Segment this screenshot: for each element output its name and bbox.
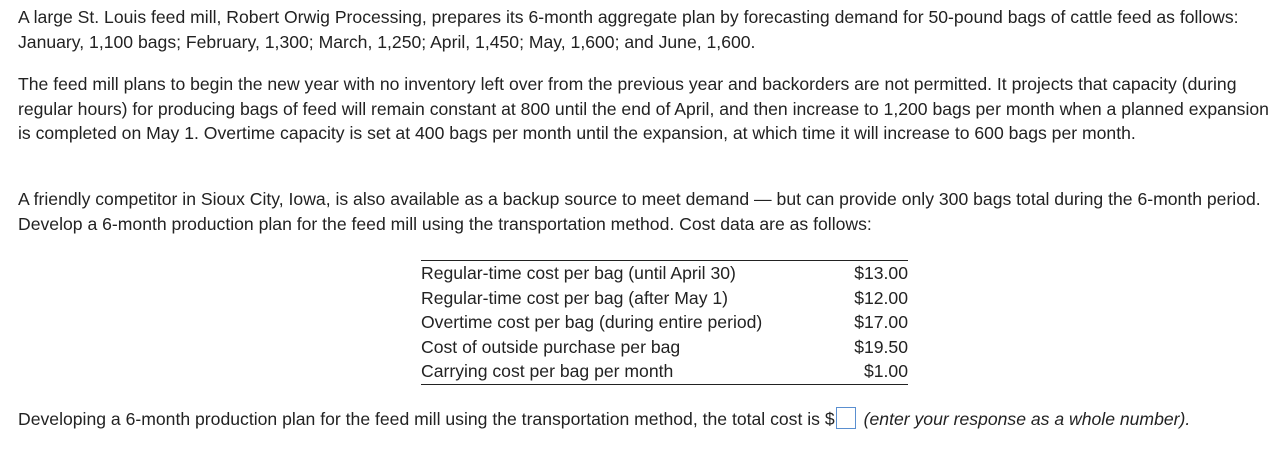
cost-value: $19.50 xyxy=(854,336,908,357)
total-cost-input[interactable] xyxy=(836,407,856,429)
cost-label: Regular-time cost per bag (after May 1) xyxy=(421,287,729,308)
answer-line xyxy=(18,405,1280,433)
problem-paragraph-3: A friendly competitor in Sioux City, Iowa, is also available as a backup source to meet demand — but can provide only 300 bags total during the 6-month period. Develop a 6-month production plan for the feed mill using the transportation method. Cost data are as follows: xyxy=(18,189,1261,234)
cost-label: Regular-time cost per bag (until April 30) xyxy=(421,261,831,286)
table-row xyxy=(421,310,908,335)
cost-value: $17.00 xyxy=(854,312,908,332)
cost-label: Carrying cost per bag per month xyxy=(421,359,831,384)
cost-value: $12.00 xyxy=(854,287,908,308)
table-row xyxy=(421,286,908,311)
cost-label: Cost of outside purchase per bag xyxy=(421,336,681,357)
table-row xyxy=(421,359,908,384)
cost-value: $1.00 xyxy=(831,359,908,384)
table-row xyxy=(421,261,908,286)
answer-hint: (enter your response as a whole number). xyxy=(863,409,1191,429)
problem-paragraph-1: A large St. Louis feed mill, Robert Orwig Processing, prepares its 6-month aggregate plan by forecasting demand for 50-pound bags of cattle feed as follows: January, 1,100 bags; February, 1,300; March, 1,250; April, 1,450; May, 1,600; and June, 1,600. xyxy=(18,7,1239,52)
table-row xyxy=(421,335,908,360)
problem-paragraph-2: The feed mill plans to begin the new year with no inventory left over from the previous year and backorders are not permitted. It projects that capacity (during regular hours) for producing bags of feed will remain constant at 800 until the end of April, and then increase to 1,200 bags per month when a planned expansion is completed on May 1. Overtime capacity is set at 400 bags per month until the expansion, at which time it will increase to 600 bags per month. xyxy=(18,74,1269,143)
answer-prompt: Developing a 6-month production plan for the feed mill using the transportation method, the total cost is $ xyxy=(18,409,835,429)
cost-data-table xyxy=(421,260,908,385)
cost-value: $13.00 xyxy=(831,261,908,286)
cost-label: Overtime cost per bag (during entire period) xyxy=(421,312,763,332)
